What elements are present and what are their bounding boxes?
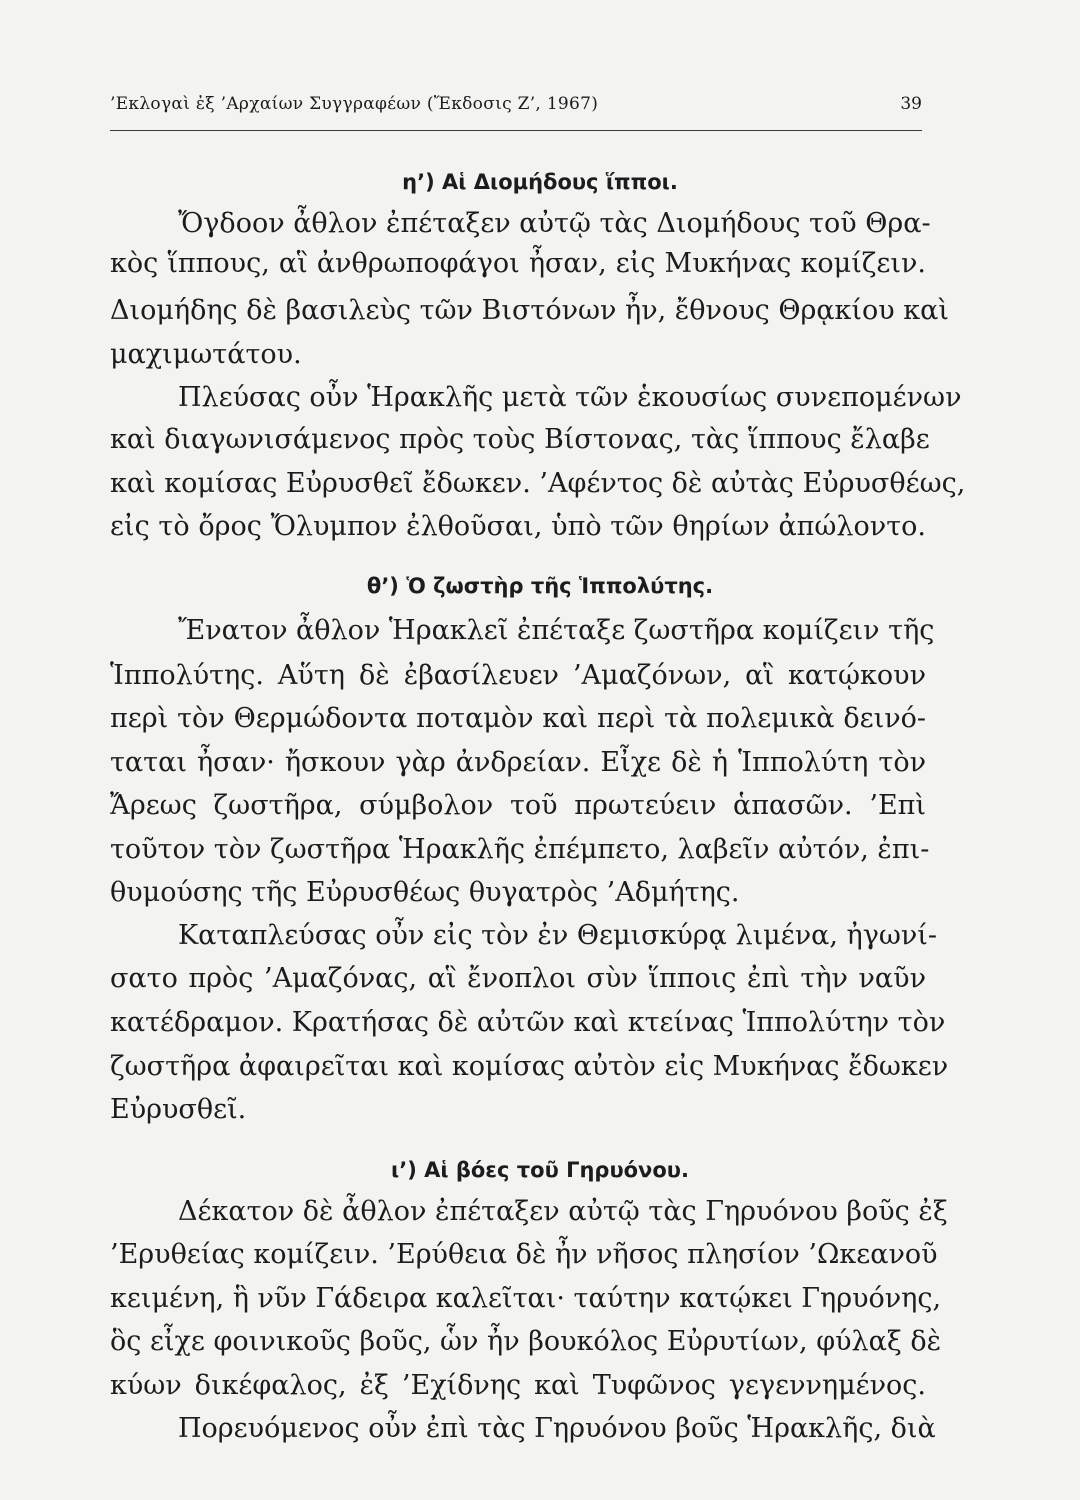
text-line: εἰς τὸ ὄρος Ὄλυμπον ἐλθοῦσαι, ὑπὸ τῶν θηρίων ἀπώλοντο. xyxy=(110,511,926,542)
text-line: ὃς εἶχε φοινικοῦς βοῦς, ὧν ἦν βουκόλος Εὐρυτίων, φύλαξ δὲ xyxy=(110,1326,942,1357)
text-line: Πορευόμενος οὖν ἐπὶ τὰς Γηρυόνου βοῦς Ἡρακλῆς, διὰ xyxy=(178,1413,936,1444)
text-line: κειμένη, ἣ νῦν Γάδειρα καλεῖται· ταύτην κατῴκει Γηρυόνης, xyxy=(110,1283,942,1314)
text-line: Ἄρεως ζωστῆρα, σύμβολον τοῦ πρωτεύειν ἁπασῶν. ’Επὶ xyxy=(110,790,926,821)
text-line: Εὐρυσθεῖ. xyxy=(110,1094,247,1125)
header-title: ’Εκλογαὶ ἐξ ’Αρχαίων Συγγραφέων (Ἔκδοσις Ζ’, 1967) xyxy=(110,94,599,114)
section-heading: η’) Αἱ Διομήδους ἵπποι. xyxy=(402,170,678,194)
text-line: κατέδραμον. Κρατήσας δὲ αὐτῶν καὶ κτείνας Ἱππολύτην τὸν xyxy=(110,1007,946,1038)
text-line: καὶ κομίσας Εὐρυσθεῖ ἔδωκεν. ’Αφέντος δὲ αὐτὰς Εὐρυσθέως, xyxy=(110,468,966,499)
text-line: θυμούσης τῆς Εὐρυσθέως θυγατρὸς ’Αδμήτης. xyxy=(110,877,740,908)
section-heading: θ’) Ὁ ζωστὴρ τῆς Ἱππολύτης. xyxy=(366,574,714,598)
text-line: καὶ διαγωνισάμενος πρὸς τοὺς Βίστονας, τὰς ἵππους ἔλαβε xyxy=(110,424,930,455)
text-line: Ὄγδοον ἆθλον ἐπέταξεν αὐτῷ τὰς Διομήδους τοῦ Θρα- xyxy=(178,208,931,239)
running-header xyxy=(110,94,922,131)
text-line: περὶ τὸν Θερμώδοντα ποταμὸν καὶ περὶ τὰ πολεμικὰ δεινό- xyxy=(110,703,926,734)
page-number: 39 xyxy=(900,94,922,114)
text-line: ’Ερυθείας κομίζειν. ’Ερύθεια δὲ ἦν νῆσος πλησίον ’Ωκεανοῦ xyxy=(110,1239,938,1270)
text-line: τοῦτον τὸν ζωστῆρα Ἡρακλῆς ἐπέμπετο, λαβεῖν αὐτόν, ἐπι- xyxy=(110,834,930,865)
text-line: κὸς ἵππους, αἳ ἀνθρωποφάγοι ἦσαν, εἰς Μυκήνας κομίζειν. xyxy=(110,248,926,279)
text-line: σατο πρὸς ’Αμαζόνας, αἳ ἔνοπλοι σὺν ἵπποις ἐπὶ τὴν ναῦν xyxy=(110,963,926,994)
section-heading: ι’) Αἱ βόες τοῦ Γηρυόνου. xyxy=(391,1158,689,1182)
text-line: κύων δικέφαλος, ἐξ ’Εχίδνης καὶ Τυφῶνος γεγεννημένος. xyxy=(110,1370,926,1401)
text-line: Πλεύσας οὖν Ἡρακλῆς μετὰ τῶν ἑκουσίως συνεπομένων xyxy=(178,382,962,413)
text-line: ζωστῆρα ἀφαιρεῖται καὶ κομίσας αὐτὸν εἰς Μυκήνας ἔδωκεν xyxy=(110,1051,949,1082)
text-line: ταται ἦσαν· ἤσκουν γὰρ ἀνδρείαν. Εἶχε δὲ ἡ Ἱππολύτη τὸν xyxy=(110,747,926,778)
text-line: Καταπλεύσας οὖν εἰς τὸν ἐν Θεμισκύρᾳ λιμένα, ἠγωνί- xyxy=(178,920,937,951)
text-line: Διομήδης δὲ βασιλεὺς τῶν Βιστόνων ἦν, ἔθνους Θρᾳκίου καὶ xyxy=(110,295,949,326)
text-line: Ἱππολύτης. Αὕτη δὲ ἐβασίλευεν ’Αμαζόνων, αἳ κατῴκουν xyxy=(110,660,926,691)
text-line: Δέκατον δὲ ἆθλον ἐπέταξεν αὐτῷ τὰς Γηρυόνου βοῦς ἐξ xyxy=(178,1196,948,1227)
text-line: Ἔνατον ἆθλον Ἡρακλεῖ ἐπέταξε ζωστῆρα κομίζειν τῆς xyxy=(178,615,935,646)
text-line: μαχιμωτάτου. xyxy=(110,339,302,370)
